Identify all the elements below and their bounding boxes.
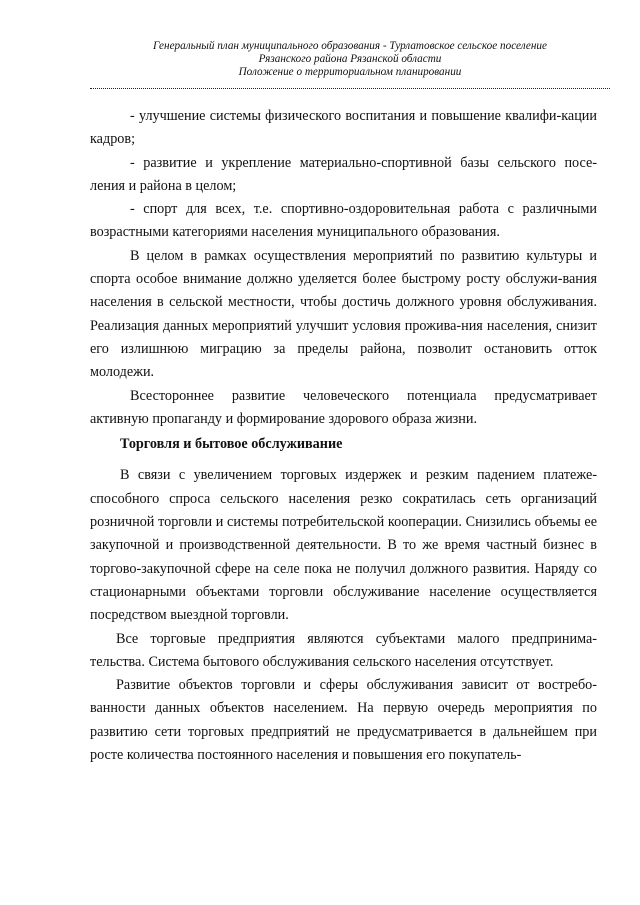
paragraph-6: В связи с увеличением торговых издержек и резким падением платеже-способного спроса сельского населения резко сократилась сеть организаций розничной торговли и системы потребительской кооперации. Снизились объемы ее закупочной и производственной деятельности. В то же время частный бизнес в торгово-закупочной сфере на селе пока не получил должного развития. Наряду со стационарными объектами торговли обслуживание население осуществляется посредством выездной торговли.: [90, 467, 597, 624]
paragraph-5: Всестороннее развитие человеческого потенциала предусматривает активную пропаганду и формирование здорового образа жизни.: [90, 387, 597, 427]
section-title: Торговля и бытовое обслуживание: [120, 436, 343, 453]
header-divider: [90, 88, 610, 89]
paragraph-4: В целом в рамках осуществления мероприятий по развитию культуры и спорта особое внимание должно уделяется более быстрому росту обслужи-вания населения в сельской местности, чтобы достичь должного уровня обслуживания. Реализация данных мероприятий улучшит условия прожива-ния населения, снизит его излишнюю миграцию за пределы района, позволит остановить отток молодежи.: [90, 247, 597, 381]
paragraph-1: - улучшение системы физического воспитания и повышение квалифи-кации кадров;: [90, 108, 597, 148]
paragraph-7: Все торговые предприятия являются субъектами малого предпринима-тельства. Система бытового обслуживания сельского населения отсутствует.: [90, 630, 597, 670]
document-body: [90, 105, 597, 767]
header-line-3: Положение о территориальном планировании: [238, 66, 462, 79]
header-line-2: Рязанского района Рязанской области: [258, 53, 442, 66]
paragraph-8: Развитие объектов торговли и сферы обслуживания зависит от востребо-ванности данных объектов населением. На первую очередь мероприятия по развитию сети торговых предприятий не предусматривается в дальнейшем при росте количества постоянного населения и повышения его покупатель-: [90, 677, 597, 764]
paragraph-3: - спорт для всех, т.е. спортивно-оздоровительная работа с различными возрастными категориями населения муниципального образования.: [90, 201, 597, 241]
header-line-1: Генеральный план муниципального образования - Турлатовское сельское поселение: [153, 40, 547, 52]
page-header: [90, 40, 610, 80]
paragraph-2: - развитие и укрепление материально-спортивной базы сельского посе-ления и района в целом;: [90, 154, 597, 194]
